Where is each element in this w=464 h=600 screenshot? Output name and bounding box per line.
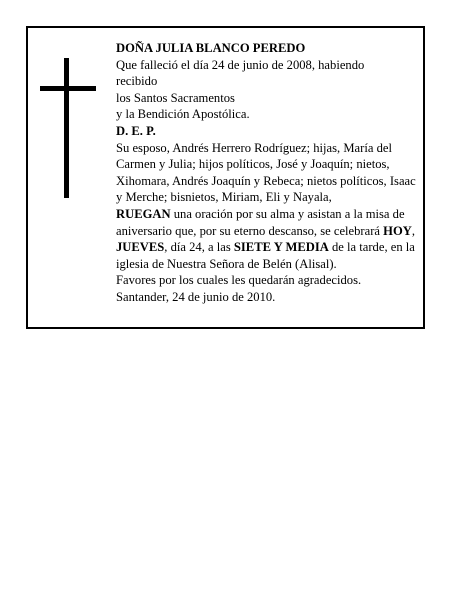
hoy-word: HOY bbox=[383, 223, 412, 238]
request-text-3: de la tarde, en la iglesia de Nuestra Señora de Belén (Alisal). bbox=[116, 240, 415, 271]
blessing-line: y la Bendición Apostólica. bbox=[116, 107, 250, 122]
cross-icon bbox=[40, 58, 96, 198]
obituary-notice bbox=[26, 26, 425, 329]
request-paragraph bbox=[116, 206, 418, 272]
cross-vertical-bar bbox=[64, 58, 69, 198]
request-text-1: una oración por su alma y asistan a la misa de aniversario que, por su eterno descanso, se celebrará bbox=[116, 206, 405, 238]
thanks-line: Favores por los cuales les quedarán agradecidos. bbox=[116, 273, 362, 288]
request-comma: , bbox=[411, 223, 415, 238]
deceased-name: DOÑA JULIA BLANCO PEREDO bbox=[116, 41, 306, 55]
death-line-continued: recibido bbox=[116, 74, 158, 89]
mass-time: SIETE Y MEDIA bbox=[233, 240, 329, 255]
request-text-2: , día 24, a las bbox=[164, 240, 234, 255]
sacraments-line: los Santos Sacramentos bbox=[116, 90, 235, 105]
dep-line: D. E. P. bbox=[116, 123, 156, 138]
place-date-line: Santander, 24 de junio de 2010. bbox=[116, 289, 276, 304]
jueves-word: JUEVES bbox=[116, 240, 165, 255]
death-line: Que falleció el día 24 de junio de 2008, habiendo bbox=[116, 57, 365, 72]
obituary-text bbox=[116, 40, 418, 306]
ruegan-word: RUEGAN bbox=[116, 206, 171, 221]
cross-horizontal-bar bbox=[40, 86, 96, 91]
family-paragraph: Su esposo, Andrés Herrero Rodríguez; hijas, María del Carmen y Julia; hijos políticos, José y Joaquín; nietos, Xihomara, Andrés Joaquín y Rebeca; nietos políticos, Isaac y Merche; bisnietos, Miriam, Eli y Nayala, bbox=[116, 140, 416, 205]
